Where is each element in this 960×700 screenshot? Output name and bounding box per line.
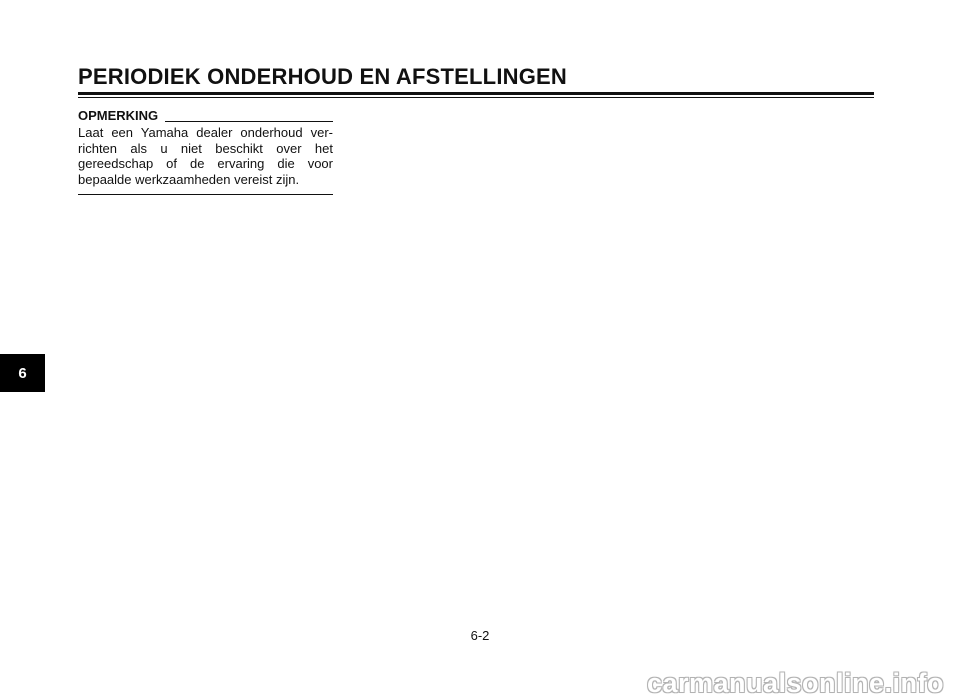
note-heading-rule bbox=[165, 121, 333, 122]
note-block bbox=[78, 108, 333, 195]
note-heading: OPMERKING bbox=[78, 108, 159, 123]
page-title: PERIODIEK ONDERHOUD EN AFSTELLINGEN bbox=[78, 64, 567, 89]
page-number: 6-2 bbox=[470, 628, 490, 643]
note-body bbox=[78, 125, 333, 187]
title-rule-thin bbox=[78, 97, 874, 98]
note-heading-row bbox=[78, 108, 333, 124]
note-line: gereedschap of de ervaring die voor bbox=[78, 156, 333, 171]
note-line: Laat een Yamaha dealer onderhoud ver- bbox=[78, 125, 333, 140]
watermark: carmanualsonline.info bbox=[646, 668, 944, 698]
note-line: richten als u niet beschikt over het bbox=[78, 140, 333, 156]
chapter-tab bbox=[0, 354, 45, 392]
title-rule-thick bbox=[78, 92, 874, 95]
note-line: bepaalde werkzaamheden vereist zijn. bbox=[78, 171, 300, 187]
note-end-rule bbox=[78, 194, 333, 195]
chapter-tab-label: 6 bbox=[18, 364, 27, 382]
